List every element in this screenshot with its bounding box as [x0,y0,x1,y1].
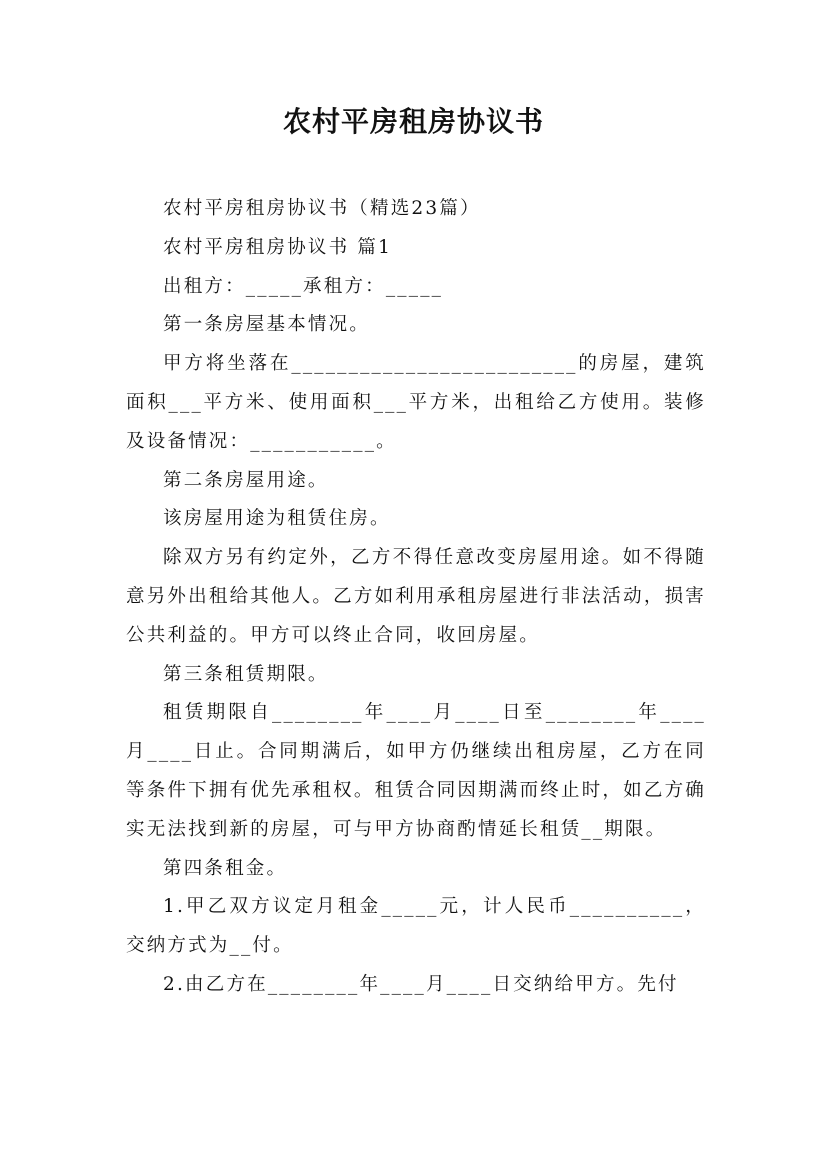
clause-2-heading: 第二条房屋用途。 [163,469,329,491]
clause-2-detail: 除双方另有约定外，乙方不得任意改变房屋用途。如不得随意另外出租给其他人。乙方如利用承租房屋进行非法活动，损害公共利益的。甲方可以终止合同，收回房屋。 [126,547,706,646]
clause-1-text: 甲方将坐落在_________________________的房屋，建筑面积___平方米、使用面积___平方米，出租给乙方使用。装修及设备情况：___________。 [126,353,706,452]
clause-4-item-1: 1.甲乙双方议定月租金_____元，计人民币__________，交纳方式为__付。 [126,896,706,957]
paragraph-parties: 出租方：_____承租方：_____ [163,275,444,297]
clause-4-heading: 第四条租金。 [163,857,288,879]
document-title: 农村平房租房协议书 [282,105,544,138]
paragraph-subtitle: 农村平房租房协议书（精选23篇） [163,198,481,219]
clause-1-heading: 第一条房屋基本情况。 [163,314,371,336]
clause-4-item-2: 2.由乙方在________年____月____日交纳给甲方。先付 [163,973,679,995]
paragraph-section-heading: 农村平房租房协议书 篇1 [163,236,393,258]
document-body [126,190,706,1005]
clause-3-heading: 第三条租赁期限。 [163,663,329,685]
clause-3-text: 租赁期限自________年____月____日至________年____月____日止。合同期满后，如甲方仍继续出租房屋，乙方在同等条件下拥有优先承租权。租赁合同因期满而终止时，如乙方确实无法找到新的房屋，可与甲方协商酌情延长租赁__期限。 [126,702,706,840]
clause-2-text: 该房屋用途为租赁住房。 [163,508,391,530]
